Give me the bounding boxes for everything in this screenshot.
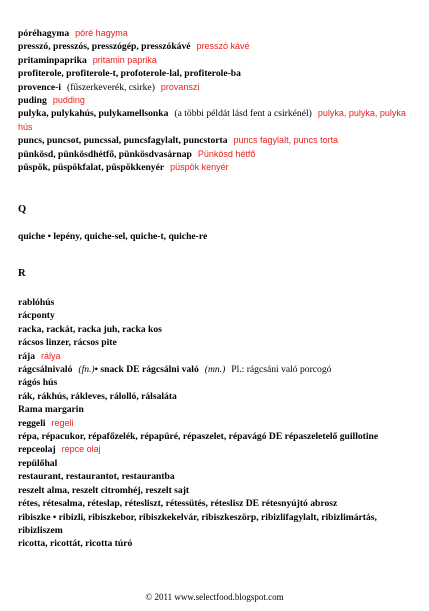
entry: [18, 511, 420, 538]
entry: [18, 94, 420, 107]
entry: [18, 107, 420, 134]
entry-note: (fűszerkeverék, csirke): [67, 81, 155, 93]
entry-term: pulyka, pulykahús, pulykamellsonka: [18, 108, 169, 120]
entry-term: Rama margarin: [18, 404, 84, 416]
entry-term: pünkösd, pünkösdhétfő, pünkösdvasárnap: [18, 148, 192, 160]
entries-r: [18, 296, 420, 551]
entry: [18, 497, 420, 510]
entry-term: profiterole, profiterole-t, profoterole-lal, profiterole-ba: [18, 68, 241, 80]
entry-misspelling: presszó kávé: [196, 41, 250, 52]
entry-term: rája: [18, 350, 36, 362]
entry-term: racka, rackát, racka juh, racka kos: [18, 323, 162, 335]
section-letter-q: Q: [18, 204, 27, 215]
entry-term: rágós hús: [18, 377, 58, 389]
entry-misspelling: póré hagyma: [75, 28, 128, 38]
entry: [18, 350, 420, 363]
entry: [18, 430, 420, 443]
entry-pos: (mn.): [204, 364, 226, 376]
entry: [18, 470, 420, 483]
entry-misspelling: püspök kenyér: [170, 162, 229, 173]
entry-term: puding: [18, 95, 47, 107]
entry: [18, 67, 420, 80]
entry: [18, 161, 420, 174]
entry-term: puncs, puncsot, puncssal, puncsfagylalt, puncstorta: [18, 135, 228, 147]
entry-term: ricotta, ricottát, ricotta túró: [18, 538, 133, 550]
entry-term: repülőhal: [18, 457, 58, 469]
entry-term: rácsos linzer, rácsos pite: [18, 337, 117, 349]
entry-misspelling: rálya: [41, 350, 61, 361]
entry-term: répa, répacukor, répafőzelék, répapüré, répaszelet, répavágó DE répaszeletelő guillotine: [18, 431, 379, 443]
entry-term: reszelt alma, reszelt citromhéj, reszelt sajt: [18, 484, 190, 496]
entry-term: pritaminpaprika: [18, 54, 87, 66]
entry: [18, 417, 420, 430]
section-letter-r: R: [18, 268, 26, 279]
entry: [18, 537, 420, 550]
entry: [18, 309, 420, 322]
entry-term: repceolaj: [18, 444, 56, 456]
entry-term: presszó, presszós, presszógép, presszókávé: [18, 41, 191, 53]
entry-term: reggeli: [18, 417, 46, 429]
entry: [18, 134, 420, 147]
entry-term: ribiszke • ribizli, ribiszkebor, ribiszkekelvár, ribiszkeszörp, ribizlifagylalt, ribizlimártás, ribizliszem: [18, 511, 377, 536]
entry: [18, 336, 420, 349]
entry-term: provence-i: [18, 81, 61, 93]
entry: [18, 323, 420, 336]
entry-term: póréhagyma: [18, 28, 70, 39]
entry: [18, 443, 420, 456]
entry-misspelling: pulyka, pulyka, pulyka hús: [18, 108, 406, 132]
entry-term: rácponty: [18, 310, 55, 322]
entry: [18, 296, 420, 309]
entry-term: püspök, püspökfalat, püspökkenyér: [18, 162, 165, 174]
entry: [18, 403, 420, 416]
entry: [18, 376, 420, 389]
entry-term: rablóhús: [18, 297, 55, 308]
entry: [18, 148, 420, 161]
entry: [18, 27, 420, 40]
entry-misspelling: regeli: [51, 417, 74, 428]
entry-misspelling: repce olaj: [61, 444, 101, 455]
entry-misspelling: provanszi: [160, 81, 200, 92]
entry-quiche: quiche • lepény, quiche-sel, quiche-t, quiche-re: [18, 231, 208, 242]
entry: [18, 81, 420, 94]
entry: [18, 390, 420, 403]
entry-term: rétes, rétesalma, réteslap, rétesliszt, rétessütés, réteslisz DE rétesnyújtó abrosz: [18, 498, 338, 510]
entry-term: rák, rákhús, rákleves, rálolló, rálsaláta: [18, 390, 177, 402]
entry-note: Pl.: rágcsáni való porcogó: [231, 364, 332, 376]
entry: [18, 40, 420, 53]
entries-p: [18, 27, 420, 174]
entry-term: rágcsálnivaló: [18, 364, 73, 376]
entry-note: (a többi példát lásd fent a csirkénél): [174, 108, 312, 120]
entry: [18, 54, 420, 67]
entry-term: restaurant, restaurantot, restaurantba: [18, 471, 175, 483]
entry-misspelling: pritamin paprika: [92, 54, 157, 65]
entry-misspelling: pudding: [52, 95, 85, 106]
entries-q: [18, 230, 420, 243]
footer-copyright: © 2011 www.selectfood.blogspot.com: [145, 592, 284, 602]
entry-misspelling: Pünkösd hétfő: [197, 148, 256, 159]
entry-pos: (fn.): [78, 364, 95, 376]
entry: [18, 457, 420, 470]
entry: [18, 484, 420, 497]
entry-term-extra: • snack DE rágcsálni való: [94, 364, 199, 376]
entry-misspelling: puncs fagylalt, puncs torta: [233, 135, 339, 146]
entry: [18, 363, 420, 376]
